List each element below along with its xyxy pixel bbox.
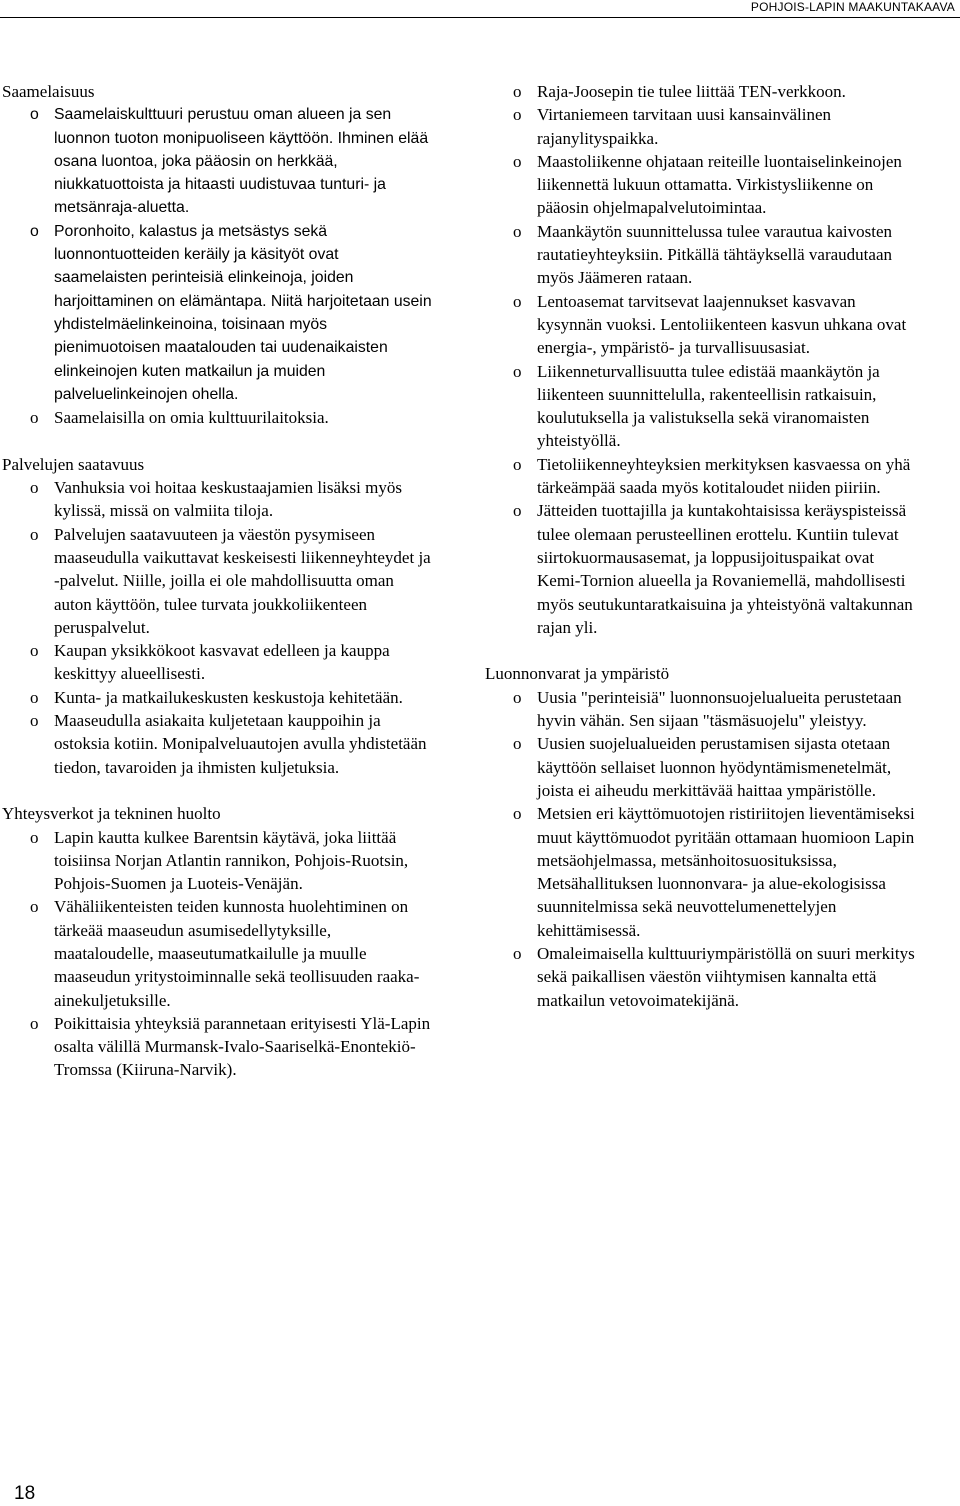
bullet-list [2,103,434,429]
list-item: o Saamelaisilla on omia kulttuurilaitoksia. [2,406,434,429]
list-item: o Kaupan yksikkökoot kasvavat edelleen ja kauppa keskittyy alueellisesti. [2,639,434,686]
running-header: POHJOIS-LAPIN MAAKUNTAKAAVA [750,0,955,14]
list-item: o Kunta- ja matkailukeskusten keskustoja kehitetään. [2,686,434,709]
list-item: o Poikittaisia yhteyksiä parannetaan erityisesti Ylä-Lapin osalta välillä Murmansk-Ivalo-Saariselkä-Enontekiö-Tromssa (Kiiruna-Narvik). [2,1012,434,1082]
section-yhteysverkot [2,802,434,1082]
list-item: o Lentoasemat tarvitsevat laajennukset kasvavan kysynnän vuoksi. Lentoliikenteen kasvun uhkana ovat energia-, ympäristö- ja turvallisuusasiat. [485,290,920,360]
list-item: o Maaseudulla asiakaita kuljetetaan kauppoihin ja ostoksia kotiin. Monipalveluautojen avulla yhdistetään tiedon, tavaroiden ja ihmisten kuljetuksia. [2,709,434,779]
list-item: o Virtaniemeen tarvitaan uusi kansainvälinen rajanylityspaikka. [485,103,920,150]
section-palvelujen-saatavuus [2,453,434,779]
list-item: o Liikenneturvallisuutta tulee edistää maankäytön ja liikenteen suunnittelulla, rakenteellisin ratkaisuin, koulutuksella ja valistuksella sekä viranomaisten yhteistyöllä. [485,360,920,453]
list-item: o Omaleimaisella kulttuuriympäristöllä on suuri merkitys sekä paikallisen väestön viihtymisen kannalta että matkailun vetovoimatekijänä. [485,942,920,1012]
bullet-list [485,80,920,639]
list-item: o Vanhuksia voi hoitaa keskustaajamien lisäksi myös kylissä, missä on valmiita tiloja. [2,476,434,523]
section-heading: Luonnonvarat ja ympäristö [485,664,670,684]
list-item: o Palvelujen saatavuuteen ja väestön pysymiseen maaseudulla vaikuttavat keskeisesti liikenneyhteydet ja -palvelut. Niille, joilla ei ole mahdollisuutta oman auton käyttöön, tulee turvata joukkoliikenteen peruspalvelut. [2,523,434,639]
list-item: o Jätteiden tuottajilla ja kuntakohtaisissa keräyspisteissä tulee olemaan perusteellinen erottelu. Kuntiin tulevat siirtokuormausasemat, ja loppusijoituspaikat ovat Kemi-Tornion alueella ja Rovaniemellä, mahdollisesti myös seutukuntaratkaisuina ja yhteistyönä valtakunnan rajan yli. [485,499,920,639]
right-column [485,80,920,1035]
bullet-list [2,476,434,779]
section-saamelaisuus [2,80,434,429]
list-item: o Raja-Joosepin tie tulee liittää TEN-verkkoon. [485,80,920,103]
list-item: o Maankäytön suunnittelussa tulee varautua kaivosten rautatieyhteyksiin. Pitkällä tähtäyksellä varaudutaan myös Jäämeren rataan. [485,220,920,290]
section-yhteysverkot-continued [485,80,920,639]
left-column [2,80,434,1105]
section-heading: Palvelujen saatavuus [2,454,145,474]
bullet-list [485,686,920,1012]
list-item: o Metsien eri käyttömuotojen ristiriitojen lieventämiseksi muut käyttömuodot pyritään ottamaan huomioon Lapin metsäohjelmassa, metsänhoitosuosituksissa, Metsähallituksen luonnonvara- ja alue-ekologisissa suunnitelmissa sekä neuvottelumenettelyjen kehittämisessä. [485,802,920,942]
list-item: o Vähäliikenteisten teiden kunnosta huolehtiminen on tärkeää maaseudun asumisedellytyksille, maataloudelle, maaseutumatkailulle ja muulle maaseudun yritystoiminnalle sekä teollisuuden raaka-ainekuljetuksille. [2,895,434,1011]
list-item: o Lapin kautta kulkee Barentsin käytävä, joka liittää toisiinsa Norjan Atlantin rannikon, Pohjois-Ruotsin, Pohjois-Suomen ja Luoteis-Venäjän. [2,826,434,896]
list-item: o Tietoliikenneyhteyksien merkityksen kasvaessa on yhä tärkeämpää saada myös kotitaloudet niiden piiriin. [485,453,920,500]
list-item: o Uusia "perinteisiä" luonnonsuojelualueita perustetaan hyvin vähän. Sen sijaan "täsmäsuojelu" yleistyy. [485,686,920,733]
header-rule [0,17,960,18]
list-item: o Maastoliikenne ohjataan reiteille luontaiselinkeinojen liikennettä lukuun ottamatta. Virkistysliikenne on pääosin ohjelmapalvelutoimintaa. [485,150,920,220]
section-heading: Yhteysverkot ja tekninen huolto [2,804,221,824]
page-number: 18 [14,1483,36,1504]
list-item: o Poronhoito, kalastus ja metsästys sekä luonnontuotteiden keräily ja käsityöt ovat saamelaisten perinteisiä elinkeinoja, joiden harjoittaminen on elämäntapa. Niitä harjoitetaan usein yhdistelmäelinkeinoina, toisinaan myös pienimuotoisen maatalouden tai uudenaikaisten elinkeinojen kuten matkailun ja muiden palveluelinkeinojen ohella. [2,220,434,406]
section-heading: Saamelaisuus [2,82,95,101]
section-luonnonvarat [485,662,920,1011]
list-item: o Uusien suojelualueiden perustamisen sijasta otetaan käyttöön sellaiset luonnon hyödyntämismenetelmät, joista ei aiheudu merkittävää haittaa ympäristölle. [485,732,920,802]
list-item: o Saamelaiskulttuuri perustuu oman alueen ja sen luonnon tuoton monipuoliseen käyttöön. Ihminen elää osana luontoa, joka pääosin on herkkää, niukkatuottoista ja hitaasti uudistuvaa tunturi- ja metsänraja-aluetta. [2,103,434,219]
bullet-list [2,826,434,1082]
